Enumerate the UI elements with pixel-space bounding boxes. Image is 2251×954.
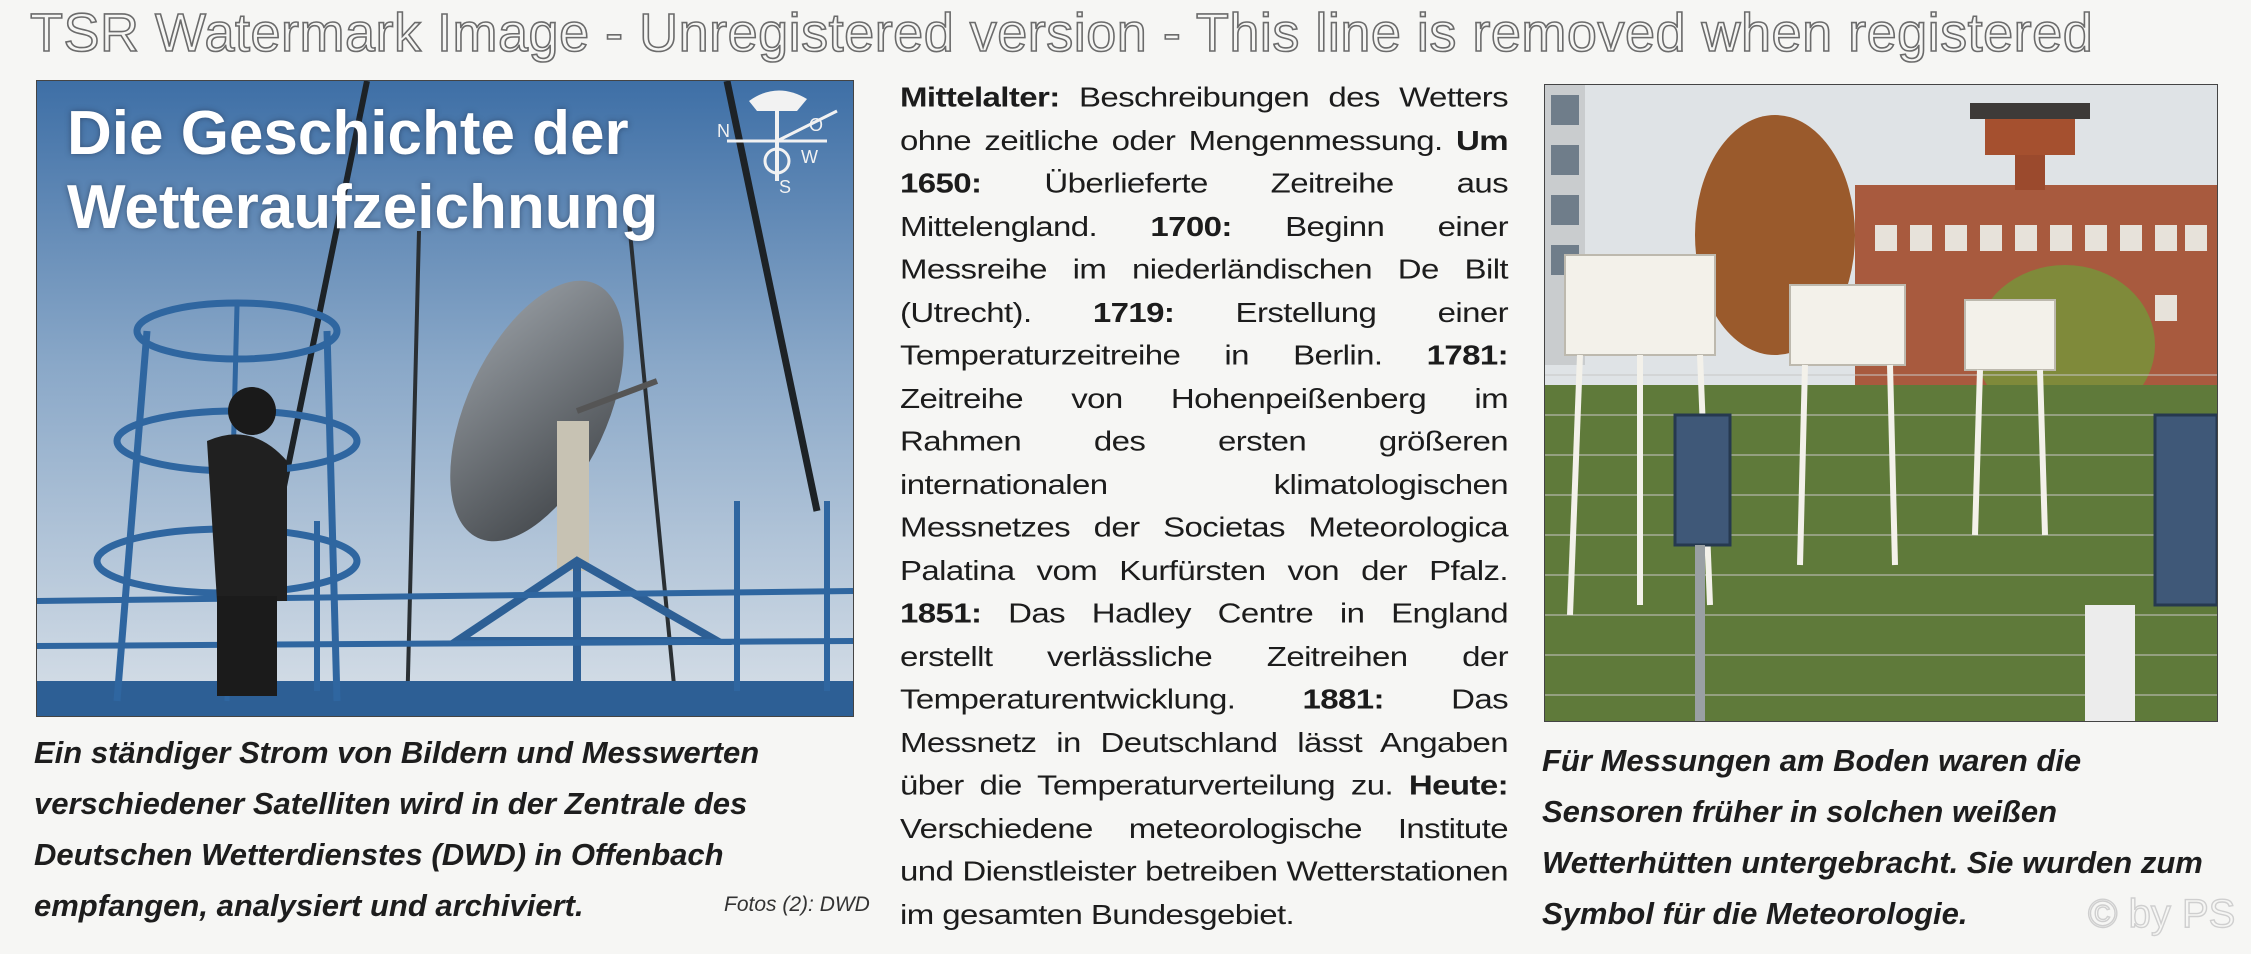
left-photo-caption: Ein ständiger Strom von Bildern und Messwerten verschiedener Satelliten wird in der Zentrale des Deutschen Wetterdienstes (DWD) in Offenbach empfangen, analysiert und archiviert. bbox=[34, 735, 760, 923]
satellite-dish-photo bbox=[36, 80, 854, 717]
headline bbox=[67, 97, 827, 245]
weathervane-letter: S bbox=[779, 177, 792, 197]
entry-label: 1700: bbox=[1150, 210, 1232, 242]
article-entry bbox=[900, 339, 1508, 586]
entry-text: Das Hadley Centre in England erstellt verlässliche Zeitreihen der Temperaturentwicklung. bbox=[900, 597, 1508, 715]
weathervane-letter: N bbox=[717, 121, 730, 141]
watermark-text: TSR Watermark Image - Unregistered version - This line is removed when registered bbox=[30, 3, 2094, 63]
right-photo-caption: Für Messungen am Boden waren die Sensoren früher in solchen weißen Wetterhütten untergebracht. Sie wurden zum Symbol für die Meteorologie. bbox=[1542, 743, 2203, 931]
entry-label: 1881: bbox=[1302, 683, 1384, 715]
entry-label: Um 1650: bbox=[900, 124, 1508, 199]
entry-label: 1781: bbox=[1426, 339, 1508, 371]
weather-huts-illustration bbox=[1545, 85, 2217, 721]
weathervane-letter: O bbox=[809, 115, 824, 135]
entry-text: Zeitreihe von Hohenpeißenberg im Rahmen des ersten größeren internationalen klimatologischen Messnetzes der Societas Meteorologica Palatina vom Kurfürsten von der Pfalz. bbox=[900, 382, 1508, 586]
copyright-mark: © by PS bbox=[2088, 892, 2236, 936]
entry-label: Heute: bbox=[1408, 769, 1508, 801]
weathervane-letter: W bbox=[801, 147, 818, 167]
article-body bbox=[900, 76, 1508, 936]
entry-text: Überlieferte Zeitreihe aus Mittelengland. bbox=[900, 167, 1508, 242]
entry-text: Beginn einer Messreihe im niederländischen De Bilt (Utrecht). bbox=[900, 210, 1508, 328]
entry-text: Erstellung einer Temperaturzeitreihe in Berlin. bbox=[900, 296, 1508, 371]
headline-line-1: Die Geschichte der bbox=[67, 99, 629, 168]
entry-text: Verschiedene meteorologische Institute und Dienstleister betreiben Wetterstationen im gesamten Bundesgebiet. bbox=[900, 812, 1508, 930]
entry-text: Beschreibungen des Wetters ohne zeitliche oder Mengenmessung. bbox=[900, 81, 1508, 156]
entry-label: 1719: bbox=[1092, 296, 1175, 328]
photo-credit: Fotos (2): DWD bbox=[724, 893, 870, 916]
weather-huts-photo bbox=[1544, 84, 2218, 722]
entry-label: Mittelalter: bbox=[900, 81, 1060, 113]
entry-label: 1851: bbox=[900, 597, 982, 629]
headline-line-2: Wetteraufzeichnung bbox=[67, 173, 659, 242]
entry-text: Das Messnetz in Deutschland lässt Angaben über die Temperaturverteilung zu. bbox=[900, 683, 1508, 801]
article-entry bbox=[900, 81, 1508, 156]
